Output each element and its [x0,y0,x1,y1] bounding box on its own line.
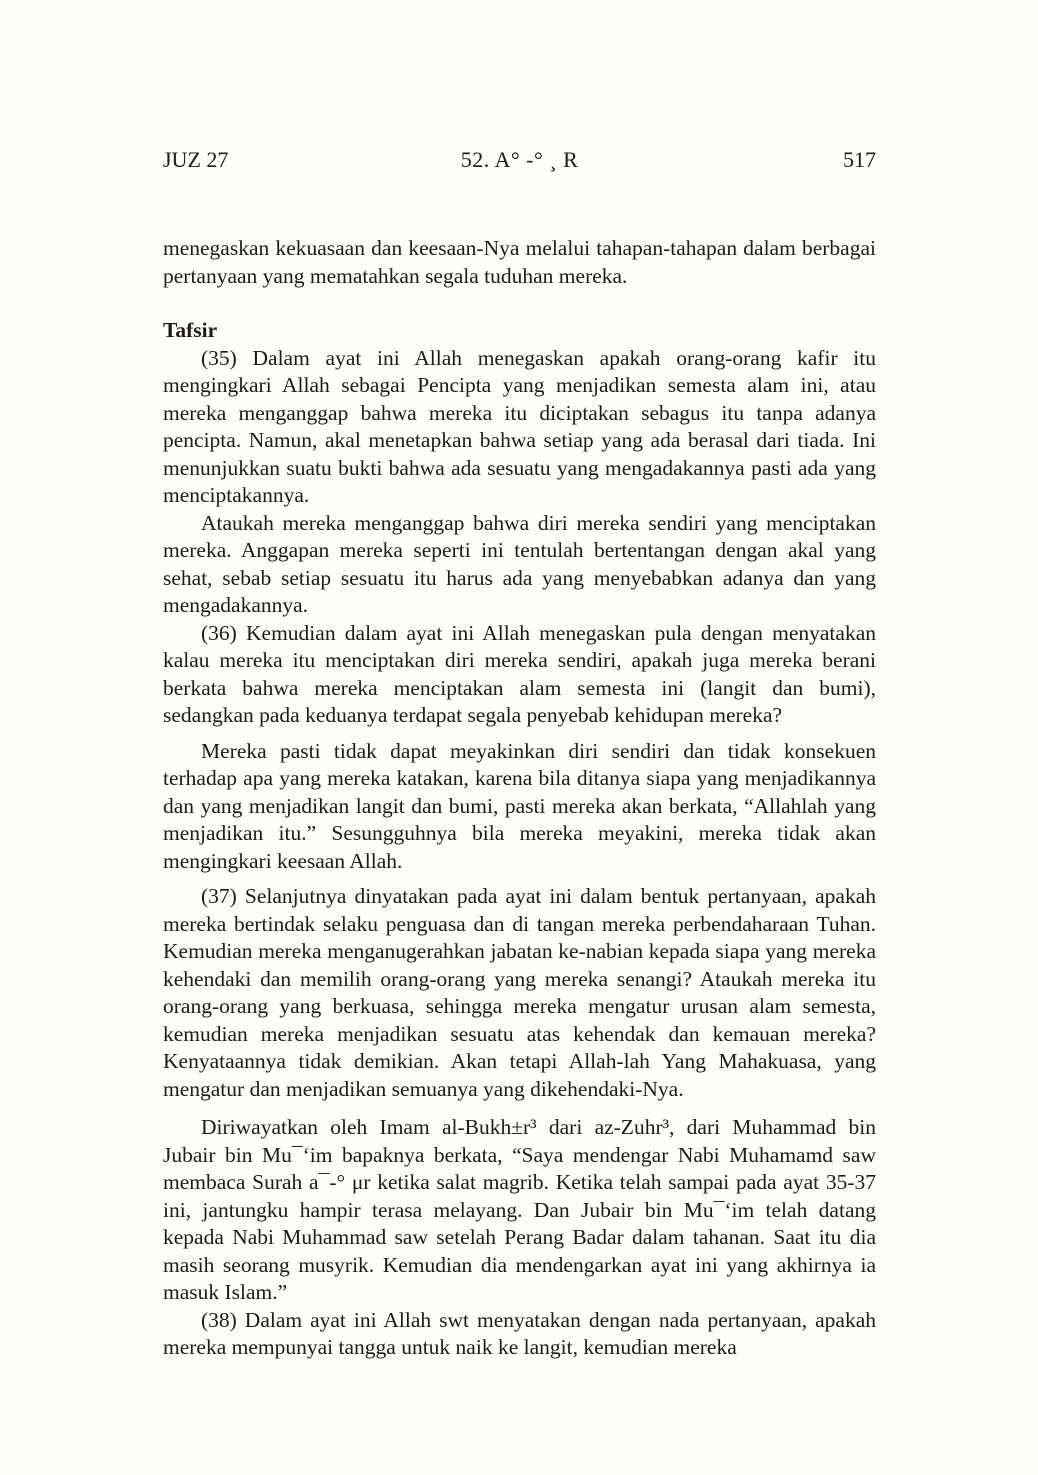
paragraph-mereka-pasti: Mereka pasti tidak dapat meyakinkan diri sendiri dan tidak konsekuen terhadap apa yang mereka katakan, karena bila ditanya siapa yang menjadikannya dan yang menjadikan langit dan bumi, pasti mereka akan berkata, “Allahlah yang menjadikan itu.” Sesungguhnya bila mereka meyakini, mereka tidak akan mengingkari keesaan Allah. [163,738,876,873]
paragraph-ataukah: Ataukah mereka menganggap bahwa diri mereka sendiri yang menciptakan mereka. Anggapan mereka seperti ini tentulah bertentangan dengan akal yang sehat, sebab setiap sesuatu itu harus ada yang menyebabkan adanya dan yang mengadakannya. [163,510,876,617]
surah-title: 52. A° -° ¸ R [460,147,579,172]
paragraph-riwayat-bukhari: Diriwayatkan oleh Imam al-Bukh±r³ dari az-Zuhr³, dari Muhammad bin Jubair bin Mu¯‘im bapaknya berkata, “Saya mendengar Nabi Muhamamd saw membaca Surah a¯-° μr ketika salat magrib. Ketika telah sampai pada ayat 35-37 ini, jantungku hampir terasa melayang. Dan Jubair bin Mu¯‘im telah datang kepada Nabi Muhammad saw setelah Perang Badar dalam tahanan. Saat itu dia masih seorang musyrik. Kemudian dia mendengarkan ayat ini yang akhirnya ia masuk Islam.” [163,1115,876,1304]
running-header [163,146,876,173]
juz-label: JUZ 27 [163,147,229,172]
paragraph-ayat-36: (36) Kemudian dalam ayat ini Allah menegaskan pula dengan menyatakan kalau mereka itu menciptakan diri mereka sendiri, apakah juga mereka berani berkata bahwa mereka menciptakan alam semesta ini (langit dan bumi), sedangkan pada keduanya terdapat segala penyebab kehidupan mereka? [163,620,876,727]
page-number: 517 [843,147,876,172]
paragraph-ayat-37: (37) Selanjutnya dinyatakan pada ayat ini dalam bentuk pertanyaan, apakah mereka bertindak selaku penguasa dan di tangan mereka perbendaharaan Tuhan. Kemudian mereka menganugerahkan jabatan ke-nabian kepada siapa yang mereka kehendaki dan memilih orang-orang yang mereka senangi? Ataukah mereka itu orang-orang yang berkuasa, sehingga mereka mengatur urusan alam semesta, kemudian mereka menjadikan sesuatu atas kehendak dan kemauan mereka? Kenyataannya tidak demikian. Akan tetapi Allah-lah Yang Mahakuasa, yang mengatur dan menjadikan semuanya yang dikehendaki-Nya. [163,884,876,1101]
tafsir-section-heading: Tafsir [163,318,218,342]
paragraph-ayat-38: (38) Dalam ayat ini Allah swt menyatakan dengan nada pertanyaan, apakah mereka mempunyai tangga untuk naik ke langit, kemudian mereka [163,1307,876,1359]
continuation-paragraph: menegaskan kekuasaan dan keesaan-Nya melalui tahapan-tahapan dalam berbagai pertanyaan yang mematahkan segala tuduhan mereka. [163,236,876,288]
paragraph-ayat-35: (35) Dalam ayat ini Allah menegaskan apakah orang-orang kafir itu mengingkari Allah sebagai Pencipta yang menjadikan semesta alam ini, atau mereka menganggap bahwa mereka itu diciptakan sebagus itu tanpa adanya pencipta. Namun, akal menetapkan bahwa setiap yang ada berasal dari tiada. Ini menunjukkan suatu bukti bahwa ada sesuatu yang mengadakannya pasti ada yang menciptakannya. [163,345,876,507]
page-content [163,235,876,1362]
